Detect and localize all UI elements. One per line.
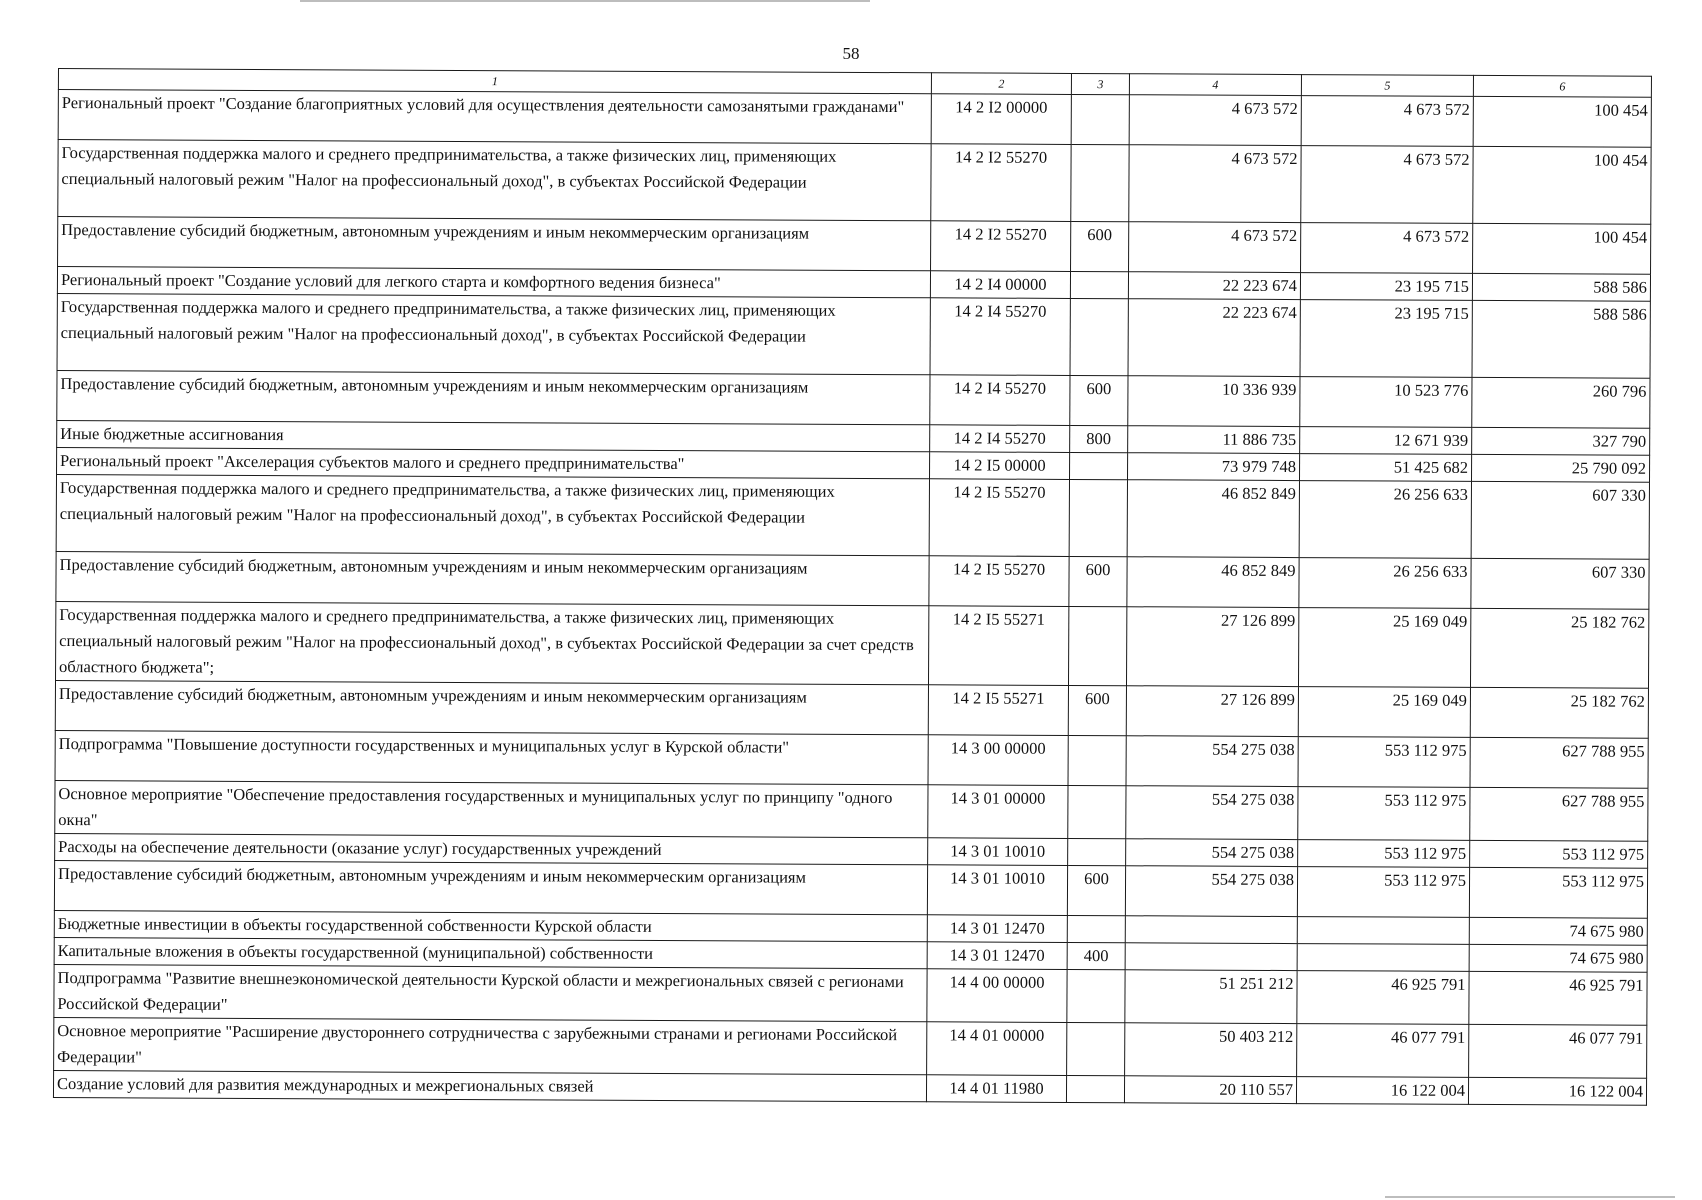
row-value-col6: 74 675 980 [1469,917,1647,945]
row-value-col4: 554 275 038 [1126,786,1298,840]
row-expense-type [1067,1022,1125,1075]
row-expense-type [1068,606,1126,685]
row-code: 14 2 I4 55270 [930,375,1070,426]
row-name: Предоставление субсидий бюджетным, автономным учреждениям и иным некоммерческим организациям [57,370,930,424]
page-number: 58 [842,44,860,63]
column-header: 4 [1129,74,1301,96]
row-value-col5: 46 077 791 [1297,1024,1469,1078]
table-row [55,730,1648,788]
row-value-col6: 25 182 762 [1470,608,1648,688]
row-expense-type: 600 [1067,865,1125,915]
row-value-col6: 588 586 [1472,300,1650,378]
row-code: 14 4 01 11980 [926,1075,1066,1103]
row-name: Государственная поддержка малого и среднего предпринимательства, а также физических лиц, применяющих специальный налоговый режим "Налог на профессиональный доход", в субъектах Российской Федерации за счет средств областного бюджета"; [56,601,929,684]
row-value-col6: 46 077 791 [1469,1024,1647,1078]
row-code: 14 2 I2 00000 [931,94,1071,145]
row-expense-type [1069,479,1127,556]
scan-artifact [300,0,870,2]
row-value-col4: 51 251 212 [1125,970,1297,1024]
row-value-col4: 22 223 674 [1128,299,1300,377]
row-value-col5: 553 112 975 [1298,737,1470,788]
row-value-col6: 25 790 092 [1471,454,1649,482]
row-code: 14 2 I4 55270 [930,425,1070,453]
row-name: Государственная поддержка малого и среднего предпринимательства, а также физических лиц, применяющих специальный налоговый режим "Налог на профессиональный доход", в субъектах Российской Федерации [56,474,929,555]
row-value-col4: 554 275 038 [1125,866,1297,917]
row-value-col5: 553 112 975 [1297,867,1469,918]
row-value-col6: 607 330 [1471,558,1649,609]
row-code: 14 3 01 00000 [928,785,1068,839]
table-row [58,217,1651,275]
row-code: 14 2 I5 55270 [929,479,1069,557]
row-value-col5 [1297,944,1469,972]
table-row [57,370,1650,428]
row-expense-type: 600 [1070,375,1128,425]
row-value-col5: 46 925 791 [1297,971,1469,1025]
row-value-col4: 46 852 849 [1127,557,1299,608]
row-value-col5: 4 673 572 [1301,96,1473,147]
row-value-col4: 27 126 899 [1126,686,1298,737]
row-name: Бюджетные инвестиции в объекты государственной собственности Курской области [54,910,927,941]
row-value-col5: 16 122 004 [1296,1077,1468,1105]
row-value-col5: 23 195 715 [1300,273,1472,301]
row-code: 14 2 I2 55270 [931,221,1071,272]
row-name: Предоставление субсидий бюджетным, автономным учреждениям и иным некоммерческим организациям [56,551,929,605]
row-value-col4: 554 275 038 [1126,839,1298,867]
row-value-col5: 4 673 572 [1301,223,1473,274]
row-value-col6: 260 796 [1472,377,1650,428]
row-code: 14 2 I5 55270 [929,556,1069,607]
row-expense-type: 400 [1067,942,1125,969]
row-value-col6: 627 788 955 [1470,787,1648,841]
row-value-col6: 25 182 762 [1470,687,1648,738]
row-value-col6: 74 675 980 [1469,944,1647,972]
row-expense-type: 800 [1070,425,1128,452]
row-name: Основное мероприятие "Обеспечение предоставления государственных и муниципальных услуг по принципу "одного окна" [55,780,928,837]
table-row [56,601,1649,688]
row-value-col4: 4 673 572 [1129,145,1301,223]
column-header: 1 [58,69,931,94]
table-row [55,780,1648,841]
table-row [58,140,1651,225]
column-header: 2 [931,73,1071,95]
row-code: 14 2 I2 55270 [931,144,1071,222]
row-code: 14 2 I5 55271 [928,685,1068,736]
row-value-col4: 11 886 735 [1128,426,1300,454]
row-value-col6: 588 586 [1472,273,1650,301]
row-value-col6: 16 122 004 [1468,1077,1646,1105]
row-expense-type [1068,735,1126,785]
row-expense-type [1071,144,1129,221]
row-value-col5 [1297,917,1469,945]
row-name: Государственная поддержка малого и среднего предпринимательства, а также физических лиц, применяющих специальный налоговый режим "Налог на профессиональный доход", в субъектах Российской Федерации [58,140,931,221]
row-expense-type: 600 [1071,221,1129,271]
row-name: Региональный проект "Создание условий для легкого старта и комфортного ведения бизнеса" [57,267,930,298]
row-value-col5: 25 169 049 [1298,608,1470,688]
table-row [56,474,1649,559]
table-row [58,90,1651,148]
row-value-col5: 4 673 572 [1301,146,1473,224]
row-name: Предоставление субсидий бюджетным, автономным учреждениям и иным некоммерческим организациям [58,217,931,271]
row-expense-type [1070,298,1128,375]
row-value-col4 [1125,943,1297,971]
row-value-col4: 46 852 849 [1127,480,1299,558]
row-value-col6: 100 454 [1473,223,1651,274]
row-code: 14 3 01 12470 [927,942,1067,970]
row-code: 14 3 01 10010 [928,838,1068,866]
row-code: 14 2 I5 55271 [928,606,1068,686]
row-expense-type [1070,271,1128,298]
row-code: 14 2 I4 55270 [930,298,1070,376]
row-value-col4 [1125,916,1297,944]
row-name: Иные бюджетные ассигнования [57,420,930,451]
row-value-col6: 100 454 [1473,146,1651,224]
row-name: Государственная поддержка малого и среднего предпринимательства, а также физических лиц, применяющих специальный налоговый режим "Налог на профессиональный доход", в субъектах Российской Федерации [57,293,930,374]
row-value-col4: 27 126 899 [1126,607,1298,687]
row-expense-type [1067,915,1125,942]
row-name: Расходы на обеспечение деятельности (оказание услуг) государственных учреждений [55,833,928,864]
row-value-col5: 26 256 633 [1299,558,1471,609]
row-value-col5: 26 256 633 [1299,481,1471,559]
row-value-col4: 554 275 038 [1126,736,1298,787]
budget-table [53,68,1652,1106]
row-name: Подпрограмма "Повышение доступности государственных и муниципальных услуг в Курской области" [55,730,928,784]
row-name: Подпрограмма "Развитие внешнеэкономической деятельности Курской области и межрегиональных связей с регионами Российской Федерации" [54,964,927,1021]
column-header: 5 [1301,75,1473,97]
row-name: Региональный проект "Акселерация субъектов малого и среднего предпринимательства" [57,447,930,478]
row-value-col6: 553 112 975 [1469,867,1647,918]
table-row [56,551,1649,609]
scan-artifact [1385,1196,1675,1198]
row-name: Предоставление субсидий бюджетным, автономным учреждениям и иным некоммерческим организациям [55,680,928,734]
row-code: 14 2 I5 00000 [930,452,1070,480]
row-expense-type [1067,969,1125,1022]
row-code: 14 3 01 10010 [927,865,1067,916]
row-code: 14 4 01 00000 [927,1022,1067,1076]
row-value-col6: 46 925 791 [1469,971,1647,1025]
row-name: Предоставление субсидий бюджетным, автономным учреждениям и иным некоммерческим организациям [54,860,927,914]
row-value-col6: 553 112 975 [1470,840,1648,868]
row-value-col6: 100 454 [1473,96,1651,147]
row-value-col6: 627 788 955 [1470,737,1648,788]
row-value-col5: 12 671 939 [1300,427,1472,455]
row-expense-type [1068,838,1126,865]
row-value-col4: 4 673 572 [1129,95,1301,146]
row-value-col6: 327 790 [1472,427,1650,455]
column-header: 6 [1473,75,1651,97]
row-value-col4: 10 336 939 [1128,376,1300,427]
row-expense-type: 600 [1069,556,1127,606]
row-name: Капитальные вложения в объекты государственной (муниципальной) собственности [54,937,927,968]
row-value-col5: 553 112 975 [1298,787,1470,841]
row-value-col5: 51 425 682 [1299,454,1471,482]
row-expense-type: 600 [1068,685,1126,735]
row-expense-type [1071,94,1129,144]
row-value-col4: 4 673 572 [1129,222,1301,273]
row-value-col5: 23 195 715 [1300,300,1472,378]
row-code: 14 4 00 00000 [927,969,1067,1023]
column-header: 3 [1071,73,1129,94]
row-value-col5: 553 112 975 [1298,840,1470,868]
row-name: Основное мероприятие "Расширение двустороннего сотрудничества с зарубежными странами и регионами Российской Федерации" [54,1017,927,1074]
table-row [57,293,1650,378]
row-value-col4: 73 979 748 [1128,453,1300,481]
row-code: 14 2 I4 00000 [930,271,1070,299]
row-name: Создание условий для развития международных и межрегиональных связей [53,1070,926,1101]
row-name: Региональный проект "Создание благоприятных условий для осуществления деятельности самозанятыми гражданами" [58,90,931,144]
row-value-col5: 10 523 776 [1300,377,1472,428]
row-expense-type [1066,1075,1124,1102]
row-code: 14 3 01 12470 [927,915,1067,943]
row-expense-type [1070,452,1128,479]
row-value-col4: 20 110 557 [1124,1076,1296,1104]
row-value-col4: 50 403 212 [1125,1023,1297,1077]
row-value-col5: 25 169 049 [1298,687,1470,738]
row-value-col6: 607 330 [1471,481,1649,559]
row-code: 14 3 00 00000 [928,735,1068,786]
row-expense-type [1068,785,1126,838]
row-value-col4: 22 223 674 [1128,272,1300,300]
table-row [54,1017,1647,1078]
table-row [54,964,1647,1025]
table-row [54,860,1647,918]
table-row [55,680,1648,738]
